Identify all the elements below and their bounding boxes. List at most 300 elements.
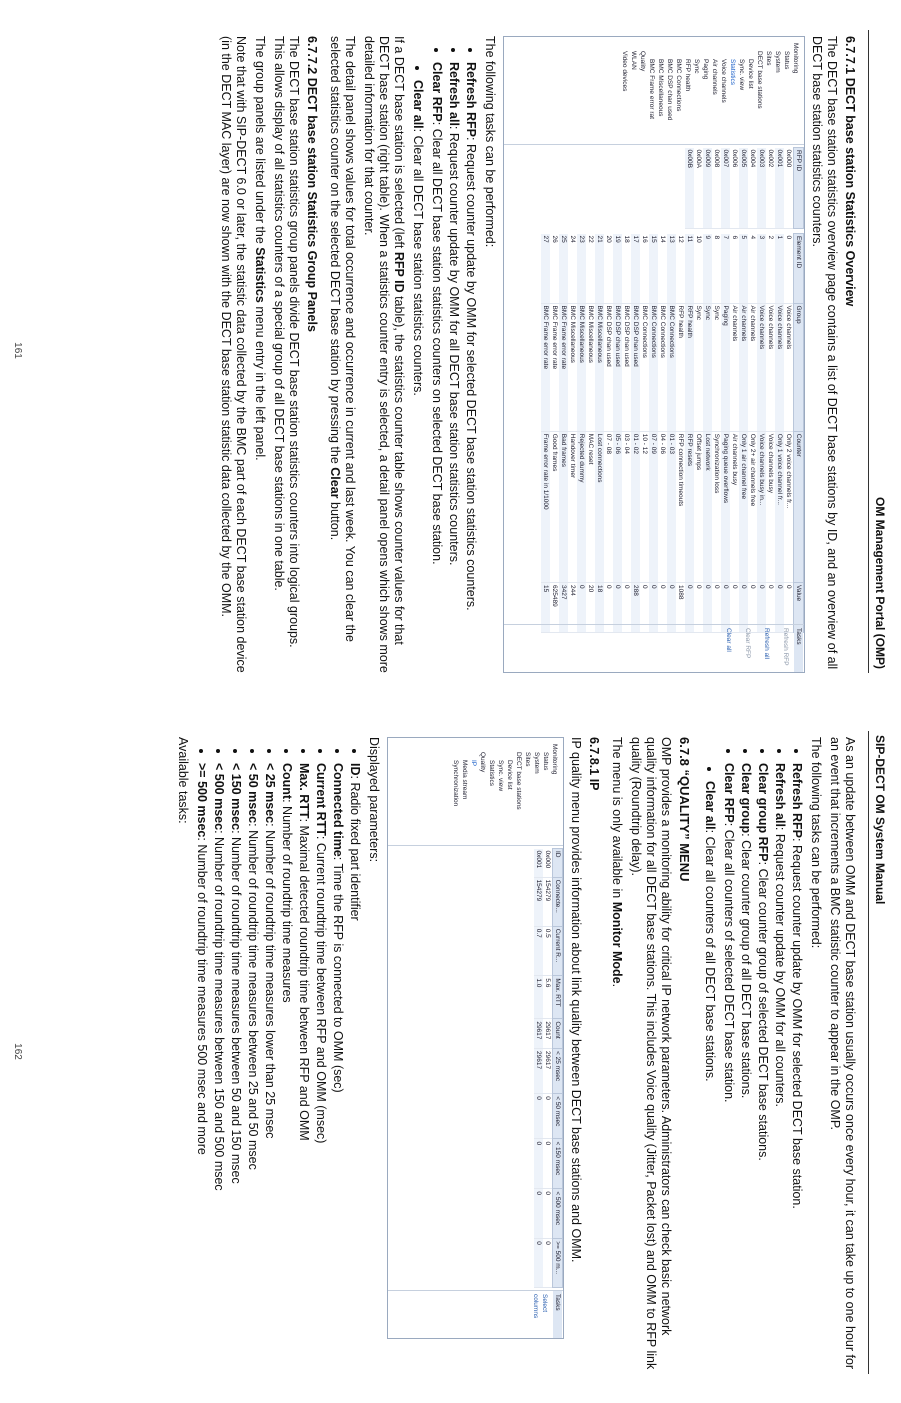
table-row[interactable] [757, 234, 766, 633]
table-cell: 0 [613, 583, 622, 633]
page-header: SIP-DECT OM System Manual [868, 731, 887, 1374]
section2-paragraph-1: The DECT base station statistics group panels divide DECT base station statistics counters into logical groups. This allows display of all statistics counters of a special group of all DECT base stations in one table. [272, 36, 301, 648]
table-cell: 0 [730, 583, 739, 633]
table-cell: MAC reset [586, 431, 595, 582]
table-row[interactable] [784, 234, 794, 633]
table-cell: RFP connection timeouts [676, 431, 685, 582]
table-cell: RFP health [685, 303, 694, 431]
table-cell: 03 - 04 [622, 431, 631, 582]
nav-item[interactable]: Video devices [621, 51, 628, 92]
table-cell: Sync [703, 303, 712, 431]
table-row[interactable] [757, 148, 766, 229]
tasks-panel [388, 1290, 563, 1338]
table-cell: RFP health [676, 303, 685, 431]
table-cell: 0x000 [784, 148, 794, 229]
table-cell: 0x00B [685, 148, 694, 229]
table-cell: 01 - 03 [667, 431, 676, 582]
table-cell: 29617 [543, 1049, 553, 1094]
table-cell: 1088 [676, 583, 685, 633]
table-cell: BMC Frame error rate [550, 303, 559, 431]
table-cell: 17 [631, 234, 640, 304]
table-cell: 0 [748, 583, 757, 633]
nav-item[interactable]: Statistics [488, 760, 495, 787]
task-term: Clear RFP [430, 62, 444, 122]
table-cell: Paging [721, 303, 730, 431]
table-cell: 0 [694, 583, 703, 633]
table-row[interactable] [534, 849, 543, 1288]
nav-item[interactable]: Sync [693, 59, 700, 74]
task-link[interactable]: Clear all [725, 628, 732, 652]
table-cell: 3427 [559, 583, 568, 633]
table-cell: 10 - 12 [640, 431, 649, 582]
table-cell: BMC Connections [667, 303, 676, 431]
item-text: : Maximal detected roundtrip time between RFP and OMM [297, 818, 311, 1141]
table-cell: 29617 [534, 1019, 543, 1049]
table-row[interactable] [775, 234, 784, 633]
table-cell: 07 - 08 [604, 431, 613, 582]
page-162 [0, 701, 901, 1402]
nav-item[interactable]: Status [542, 752, 549, 771]
table-cell: 0 [534, 1239, 543, 1288]
list-item [296, 763, 311, 1374]
table-cell: 5 [739, 234, 748, 304]
table-row[interactable] [685, 148, 694, 229]
nav-item[interactable]: RFP health [684, 59, 691, 92]
table-cell: 0x009 [703, 148, 712, 229]
task-term: Refresh all [447, 62, 461, 126]
tasks-panel [504, 624, 804, 672]
table-cell: 5.6 [543, 976, 553, 1019]
table-cell: Air channels [730, 303, 739, 431]
table-cell: 0 [667, 583, 676, 633]
item-text: : Clear all DECT base station statistics counters on selected DECT base station. [430, 121, 444, 565]
column-header: Group [794, 303, 804, 431]
tasks-intro: The following tasks can be performed: [809, 737, 823, 949]
table-row[interactable] [721, 234, 730, 633]
list-item [755, 763, 770, 1374]
table-cell: Voice channels [784, 303, 794, 431]
table-cell: 0x001 [534, 849, 543, 878]
param-term: Count [280, 763, 294, 800]
item-text: : Request counter update by OMM for all counters. [773, 826, 787, 1107]
list-item [194, 763, 209, 1374]
param-term: < 50 msec [246, 763, 260, 824]
ip-quality-screenshot [387, 737, 564, 1339]
nav-item[interactable]: Sync. view [738, 59, 745, 91]
param-list [194, 737, 362, 1374]
table-cell: 0 [784, 583, 794, 633]
section-title: 6.7.8 “QUALITY” MENU [677, 737, 692, 882]
column-header: < 25 msec [553, 1049, 563, 1094]
table-row[interactable] [739, 234, 748, 633]
table-cell: 20 [604, 234, 613, 304]
table-cell: Lost connections [595, 431, 604, 582]
list-item [410, 80, 425, 673]
table-cell: 0 [649, 583, 658, 633]
nav-item[interactable]: BMC Miscellaneous [657, 59, 664, 117]
table-cell: 7 [721, 234, 730, 304]
table-cell: 10 [694, 234, 703, 304]
table-cell: 22 [586, 234, 595, 304]
item-text: : Number of roundtrip time measures between 50 and 150 msec [229, 830, 243, 1184]
table-cell: 0 [703, 583, 712, 633]
table-cell: 9 [703, 234, 712, 304]
table-cell: 0 [721, 583, 730, 633]
nav-item[interactable]: Device list [747, 59, 754, 89]
table-cell: BMC DSP chan used [631, 303, 640, 431]
table-row[interactable] [730, 148, 739, 229]
item-text: : Clear counter group of selected DECT base stations. [756, 861, 770, 1161]
task-list [721, 737, 804, 1374]
table-cell: Voice channels [766, 303, 775, 431]
table-cell: 0x005 [739, 148, 748, 229]
table-row[interactable] [703, 234, 712, 633]
column-header: ID [553, 849, 563, 878]
table-row[interactable] [766, 148, 775, 229]
nav-item[interactable]: System [533, 752, 540, 774]
table-cell: 0 [739, 583, 748, 633]
table-cell: 288 [631, 583, 640, 633]
nav-item[interactable]: Quality [479, 752, 486, 773]
table-cell: 0 [543, 1094, 553, 1139]
table-row[interactable] [766, 234, 775, 633]
list-item [347, 763, 362, 1374]
tasks-intro: The following tasks can be performed: [483, 36, 497, 248]
table-cell: Air channels [748, 303, 757, 431]
column-header: Value [794, 583, 804, 633]
item-text: : Request counter update by OMM for selected DECT base station. [790, 838, 804, 1209]
sub-task-list [702, 737, 717, 1374]
table-row[interactable] [667, 234, 676, 633]
table-row[interactable] [631, 234, 640, 633]
table-cell: BMC Miscellaneous [568, 303, 577, 431]
available-tasks: Available tasks: [176, 737, 190, 824]
table-cell: 0x006 [730, 148, 739, 229]
column-header: < 50 msec [553, 1094, 563, 1139]
nav-item[interactable]: Monitoring [792, 43, 799, 74]
nav-item[interactable]: Air channels [711, 59, 718, 95]
table-cell: 0x007 [721, 148, 730, 229]
table-cell: BMC Miscellaneous [586, 303, 595, 431]
table-cell: 0 [784, 234, 794, 304]
table-cell: 16 [640, 234, 649, 304]
param-term: >= 500 msec [195, 763, 209, 838]
nav-item[interactable]: Voice channels [720, 59, 727, 103]
table-cell: 29617 [534, 1049, 543, 1094]
table-cell: Only 1 air channel free [739, 431, 748, 582]
item-text: : Request counter update by OMM for all DECT base station statistics counters. [447, 125, 461, 566]
section-paragraph-1: OMP provides a monitoring ability for critical IP network parameters. Administrators can check basic network quality information for all DECT base stations. This includes Voice quality (Jitter, Packet lost) and OMM to RFP link quality (Roundtrip delay). [629, 737, 673, 1370]
nav-item[interactable]: Device list [506, 760, 513, 790]
table-cell: 3 [757, 234, 766, 304]
column-header: >= 500 m... [553, 1239, 563, 1288]
task-link[interactable]: Clear RFP [744, 628, 751, 659]
task-link[interactable]: Refresh all [763, 628, 770, 660]
table-cell: BMC Miscellaneous [595, 303, 604, 431]
nav-item[interactable]: BMC Connections [675, 59, 682, 112]
section2-title: 6.7.7.2 DECT base station Statistics Group Panels [305, 36, 319, 332]
table-row[interactable] [721, 148, 730, 229]
task-term: Refresh RFP [790, 763, 804, 839]
nav-item[interactable]: DECT base stations [515, 752, 522, 810]
table-cell: 0x008 [712, 148, 721, 229]
table-row[interactable] [739, 148, 748, 229]
table-cell: 15 [649, 234, 658, 304]
table-cell: Paging queue overflows [721, 431, 730, 582]
table-row[interactable] [676, 234, 685, 633]
nav-item[interactable]: Synchronization [452, 760, 459, 807]
table-row[interactable] [541, 234, 550, 633]
item-text: : Clear all DECT base station statistics counters. [411, 128, 425, 396]
section2-paragraph-3: Note that with SIP-DECT 6.0 or later, the statistic data collected by the BMC part of each DECT base station device (in the DECT MAC layer) are now shown with the DECT base station statistic data collected by the OMM. [219, 36, 248, 673]
table-cell: 0 [685, 583, 694, 633]
table-cell: Handover timer [568, 431, 577, 582]
table-row[interactable] [604, 234, 613, 633]
table-row[interactable] [712, 234, 721, 633]
table-cell: 154279 [534, 877, 543, 926]
table-cell: 0 [658, 583, 667, 633]
table-cell: 8 [712, 234, 721, 304]
task-link[interactable]: Select columns [532, 1294, 548, 1319]
item-text: : Clear counter group of all DECT base stations. [739, 833, 753, 1099]
item-text: : Current roundtrip time between RFP and OMM (msec) [314, 835, 328, 1144]
tasks-title: Tasks [794, 625, 803, 672]
table-cell: 1 [775, 234, 784, 304]
table-row[interactable] [613, 234, 622, 633]
list-item [463, 62, 478, 673]
nav-item[interactable]: Status [783, 51, 790, 70]
table-row[interactable] [577, 234, 586, 633]
task-term: Refresh RFP [464, 62, 478, 138]
statistics-counter-table [541, 233, 804, 633]
table-cell: BMC DSP chan used [613, 303, 622, 431]
list-item [245, 763, 260, 1374]
table-row[interactable] [543, 849, 553, 1288]
list-item [738, 763, 753, 1374]
table-cell: 2 [766, 234, 775, 304]
table-cell: 0x00A [694, 148, 703, 229]
table-cell: 0 [712, 583, 721, 633]
table-row[interactable] [703, 148, 712, 229]
table-row[interactable] [595, 234, 604, 633]
param-term: ID [348, 763, 362, 776]
table-cell: 0 [543, 1139, 553, 1189]
table-cell: Sync [694, 303, 703, 431]
table-row[interactable] [685, 234, 694, 633]
table-cell: 13 [667, 234, 676, 304]
table-cell: Air channels [739, 303, 748, 431]
task-term: Clear all [703, 781, 717, 830]
item-text: : Number of roundtrip time measures [280, 799, 294, 1003]
rfp-id-table [685, 147, 804, 229]
table-cell: Voice channels busy in... [757, 431, 766, 582]
task-term: Refresh all [773, 763, 787, 827]
nav-tree [388, 738, 563, 846]
table-cell: Offset jumps [694, 431, 703, 582]
task-term: Clear group RFP [756, 763, 770, 862]
table-cell: 0.5 [543, 926, 553, 976]
nav-item[interactable]: Quality [639, 51, 646, 72]
table-cell: 04 - 06 [658, 431, 667, 582]
param-term: < 500 msec [212, 763, 226, 831]
table-cell: 0x000 [543, 849, 553, 878]
table-cell: 15 [541, 583, 550, 633]
table-cell: 0 [534, 1139, 543, 1189]
table-cell: 0 [534, 1094, 543, 1139]
table-cell: 23 [577, 234, 586, 304]
nav-item[interactable]: WLAN [630, 51, 637, 70]
column-header: < 500 msec [553, 1189, 563, 1239]
table-cell: 0x004 [748, 148, 757, 229]
column-header: Max. RTT [553, 976, 563, 1019]
param-term: < 25 msec [263, 763, 277, 824]
table-cell: Air channels busy [730, 431, 739, 582]
nav-item[interactable]: Paging [702, 59, 709, 80]
table-cell: 29617 [543, 1019, 553, 1049]
table-cell: 0 [640, 583, 649, 633]
table-row[interactable] [568, 234, 577, 633]
table-row[interactable] [694, 148, 703, 229]
column-header: Connecte... [553, 877, 563, 926]
table-cell: Only 1 voice channel fr... [775, 431, 784, 582]
nav-item[interactable]: Media stream [461, 760, 468, 800]
table-row[interactable] [622, 234, 631, 633]
item-text: : Request counter update by OMM for selected DECT base station statistics counters. [464, 137, 478, 611]
item-text: : Number of roundtrip time measures between 150 and 500 msec [212, 830, 226, 1191]
table-cell: 0 [534, 1189, 543, 1239]
table-cell: 05 - 06 [613, 431, 622, 582]
table-cell: RFP resets [685, 431, 694, 582]
table-cell: BMC Miscellaneous [577, 303, 586, 431]
table-cell: 07 - 09 [649, 431, 658, 582]
table-row[interactable] [550, 234, 559, 633]
table-row[interactable] [748, 234, 757, 633]
column-header: Current R... [553, 926, 563, 976]
table-cell: 0 [766, 583, 775, 633]
item-text: : Radio fixed part identifier [348, 775, 362, 921]
table-cell: 244 [568, 583, 577, 633]
param-term: Max. RTT [297, 763, 311, 819]
list-item [330, 763, 345, 1374]
table-cell: 0x002 [766, 148, 775, 229]
table-cell: Only 2 voice channels fr... [784, 431, 794, 582]
nav-item[interactable]: Sites [524, 752, 531, 767]
table-cell: 12 [676, 234, 685, 304]
table-cell: Sync [712, 303, 721, 431]
task-term: Clear RFP [722, 763, 736, 823]
nav-item[interactable]: Monitoring [551, 744, 558, 775]
table-row[interactable] [748, 148, 757, 229]
column-header: < 150 msec [553, 1139, 563, 1189]
table-cell: BMC Connections [658, 303, 667, 431]
table-cell: 1.0 [534, 976, 543, 1019]
section-intro: The DECT base station statistics overview page contains a list of DECT base stations by ID, and an overview of all DECT base station statistics counters. [810, 36, 839, 670]
table-cell: 0 [757, 583, 766, 633]
table-cell: BMC DSP chan used [622, 303, 631, 431]
table-row[interactable] [586, 234, 595, 633]
section2-paragraph-2: The group panels are listed under the Statistics menu entry in the left panel. [253, 36, 267, 461]
param-term: < 150 msec [229, 763, 243, 831]
item-text: : Time the RFP is connected to OMM (sec) [331, 856, 345, 1093]
table-row[interactable] [658, 234, 667, 633]
table-cell: Bad frames [559, 431, 568, 582]
table-cell: 25 [559, 234, 568, 304]
list-item [789, 763, 804, 1374]
table-cell: 11 [685, 234, 694, 304]
table-cell: 19 [613, 234, 622, 304]
table-cell: Voice channels busy [766, 431, 775, 582]
table-row[interactable] [784, 148, 794, 229]
page-header: OM Management Portal (OMP) [868, 30, 887, 673]
table-cell: Voice channels [757, 303, 766, 431]
table-cell: 26 [550, 234, 559, 304]
table-cell: BMC Connections [649, 303, 658, 431]
table-row[interactable] [775, 148, 784, 229]
list-item [702, 781, 717, 1374]
list-item [262, 763, 277, 1374]
task-list [429, 36, 478, 673]
table-cell: BMC DSP chan used [604, 303, 613, 431]
table-cell: 0x003 [757, 148, 766, 229]
nav-tree [504, 37, 804, 145]
nav-item[interactable]: BMC DSP chan used [666, 59, 673, 121]
nav-item[interactable]: Statistics [729, 59, 736, 86]
nav-item[interactable]: IP [470, 760, 477, 767]
item-text: : Clear all counters of selected DECT base station. [722, 822, 736, 1103]
page-number: 162 [12, 1043, 23, 1060]
page-number: 161 [12, 342, 23, 359]
table-cell: Lost network [703, 431, 712, 582]
table-cell: BMC Frame error rate [541, 303, 550, 431]
params-intro: Displayed parameters: [367, 737, 381, 863]
nav-item[interactable]: BMC Frame error rat [648, 59, 655, 119]
table-cell: Good frames [550, 431, 559, 582]
table-row[interactable] [559, 234, 568, 633]
table-cell: BMC Frame error rate [559, 303, 568, 431]
table-cell: 0 [543, 1239, 553, 1288]
column-header: RFP ID [794, 148, 804, 229]
item-text: : Number of roundtrip time measures between 25 and 50 msec [246, 823, 260, 1170]
intro-paragraph: As an update between OMM and DECT base station usually occurs once every hour, it can take up to one hour for an event that increments a BMC statistic counter to appear in the OMP. [828, 737, 857, 1370]
item-text: : Clear all counters of all DECT base stations. [703, 829, 717, 1082]
table-cell: 27 [541, 234, 550, 304]
nav-item[interactable]: Sync. view [497, 760, 504, 792]
table-row[interactable] [730, 234, 739, 633]
task-link[interactable]: Refresh RFP [782, 628, 789, 666]
param-term: Current RTT [314, 763, 328, 836]
list-item [772, 763, 787, 1374]
table-cell: 0 [775, 583, 784, 633]
detail-paragraph-2: The detail panel shows values for total occurrence and occurrence in current and last week. You can clear the selected statistics counter on the selected DECT base station by pressing the Clear button. [328, 36, 357, 642]
subsection-intro: IP quality menu provides information about link quality between DECT base stations and OMM. [569, 737, 583, 1263]
list-item [313, 763, 328, 1374]
nav-item[interactable]: DECT base stations [756, 51, 763, 109]
table-cell: 0.7 [534, 926, 543, 976]
nav-item[interactable]: System [774, 51, 781, 73]
table-cell: 14 [658, 234, 667, 304]
item-text: : Number of roundtrip time measures lower than 25 msec [263, 823, 277, 1139]
table-cell: Frame error rate in 1/1000 [541, 431, 550, 582]
table-row[interactable] [640, 234, 649, 633]
nav-item[interactable]: Sites [765, 51, 772, 66]
table-cell: Only 2+ air channels free [748, 431, 757, 582]
table-cell: 0 [622, 583, 631, 633]
table-row[interactable] [694, 234, 703, 633]
column-header: Count [553, 1019, 563, 1049]
table-row[interactable] [712, 148, 721, 229]
table-cell: 0 [577, 583, 586, 633]
table-row[interactable] [649, 234, 658, 633]
